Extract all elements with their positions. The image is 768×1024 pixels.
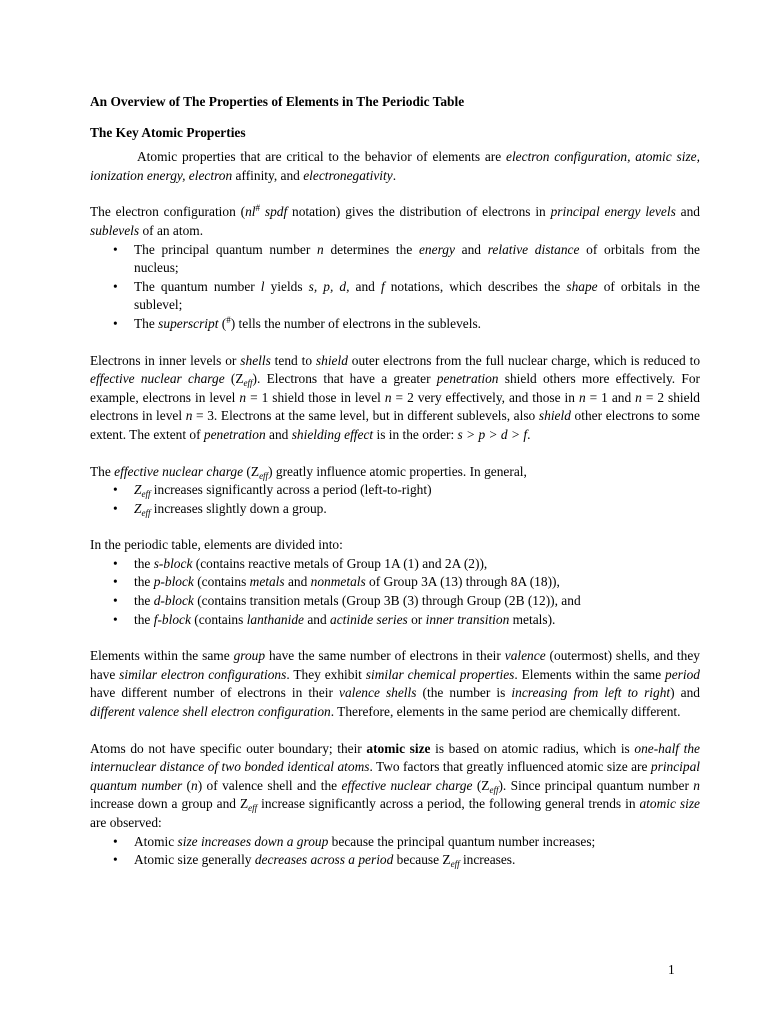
list-item: • $Z_{eff}$ increases significantly across a period (left-to-right): [113, 482, 432, 500]
bullet-icon: •: [113, 593, 118, 609]
list-item: • The quantum number l yields s, p, d, and f notations, which describes the shape of orbitals in the sublevel;: [113, 278, 700, 313]
periodic-blocks-list: [90, 555, 700, 629]
list-item: • the s-block (contains reactive metals of Group 1A (1) and 2A (2)),: [90, 555, 700, 574]
paragraph-atomic-properties: Atomic properties that are critical to the behavior of elements are electron configuration, atomic size, ionization energy, electron affinity, and electronegativity.: [90, 149, 700, 183]
paragraph-shielding: Electrons in inner levels or shells tend to shield outer electrons from the full nuclear charge, which is reduced to effective nuclear charge $(Z_{eff})$. Electrons that have a greater penetration shield others more effectively. For example, electrons in level n = 1 shield those in level n = 2 very effectively, and those in n = 1 and n = 2 shield electrons in level n = 3. Electrons at the same level, but in different sublevels, also shield other electrons to some extent. The extent of penetration and shielding effect is in the order: s > p > d > f.: [90, 352, 701, 442]
bullet-icon: •: [113, 555, 118, 571]
list-item: • The principal quantum number n determines the energy and relative distance of orbitals from the nucleus;: [113, 241, 700, 276]
paragraph-blocks-intro: In the periodic table, elements are divided into:: [90, 537, 343, 553]
list-item: • the f-block (contains lanthanide and actinide series or inner transition metals).: [90, 611, 700, 630]
list-item: • the p-block (contains metals and nonmetals of Group 3A (13) through 8A (18)),: [90, 573, 700, 592]
page-number: 1: [668, 962, 675, 977]
page-content: [90, 93, 700, 870]
paragraph-atomic-size: Atoms do not have specific outer boundary; their atomic size is based on atomic radius, which is one-half the internuclear distance of two bonded identical atoms. Two factors that greatly influenced atomic size are principal quantum number (n) of valence shell and the effective nuclear charge $(Z_{eff})$. Since principal quantum number n increase down a group and $Z_{eff}$ increase significantly across a period, the following general trends in atomic size are observed:: [90, 740, 701, 830]
list-item: • Atomic size generally decreases across a period because $Z_{eff}$ increases.: [113, 852, 516, 870]
document-title: An Overview of The Properties of Elements in The Periodic Table: [90, 94, 465, 109]
paragraph-effective-nuclear-charge: The effective nuclear charge $(Z_{eff})$ greatly influence atomic properties. In general,: [90, 463, 527, 481]
list-item: • Atomic size increases down a group because the principal quantum number increases;: [90, 833, 700, 852]
paragraph-electron-configuration: The electron configuration (nl# spdf notation) gives the distribution of electrons in principal energy levels and sublevels of an atom.: [90, 203, 700, 238]
atomic-size-trend-list: [90, 833, 700, 870]
bullet-icon: •: [113, 315, 118, 331]
list-item: • The superscript (#) tells the number of electrons in the sublevels.: [90, 315, 700, 334]
bullet-icon: •: [113, 611, 118, 627]
quantum-number-list: [90, 241, 700, 334]
bullet-icon: •: [113, 241, 118, 257]
list-item: • the d-block (contains transition metals (Group 3B (3) through Group (2B (12)), and: [90, 592, 700, 611]
section-heading: The Key Atomic Properties: [90, 124, 246, 140]
paragraph-groups-periods: Elements within the same group have the same number of electrons in their valence (outermost) shells, and they have similar electron configurations. They exhibit similar chemical properties. Elements within the same period have different number of electrons in their valence shells (the number is increasing from left to right) and different valence shell electron configuration. Therefore, elements in the same period are chemically different.: [90, 648, 700, 720]
list-item: • $Z_{eff}$ increases slightly down a group.: [113, 500, 327, 518]
bullet-icon: •: [113, 574, 118, 590]
bullet-icon: •: [113, 500, 118, 516]
bullet-icon: •: [113, 852, 118, 868]
bullet-icon: •: [113, 278, 118, 294]
bullet-icon: •: [113, 833, 118, 849]
zeff-trend-list: [90, 481, 700, 518]
bullet-icon: •: [113, 482, 118, 498]
